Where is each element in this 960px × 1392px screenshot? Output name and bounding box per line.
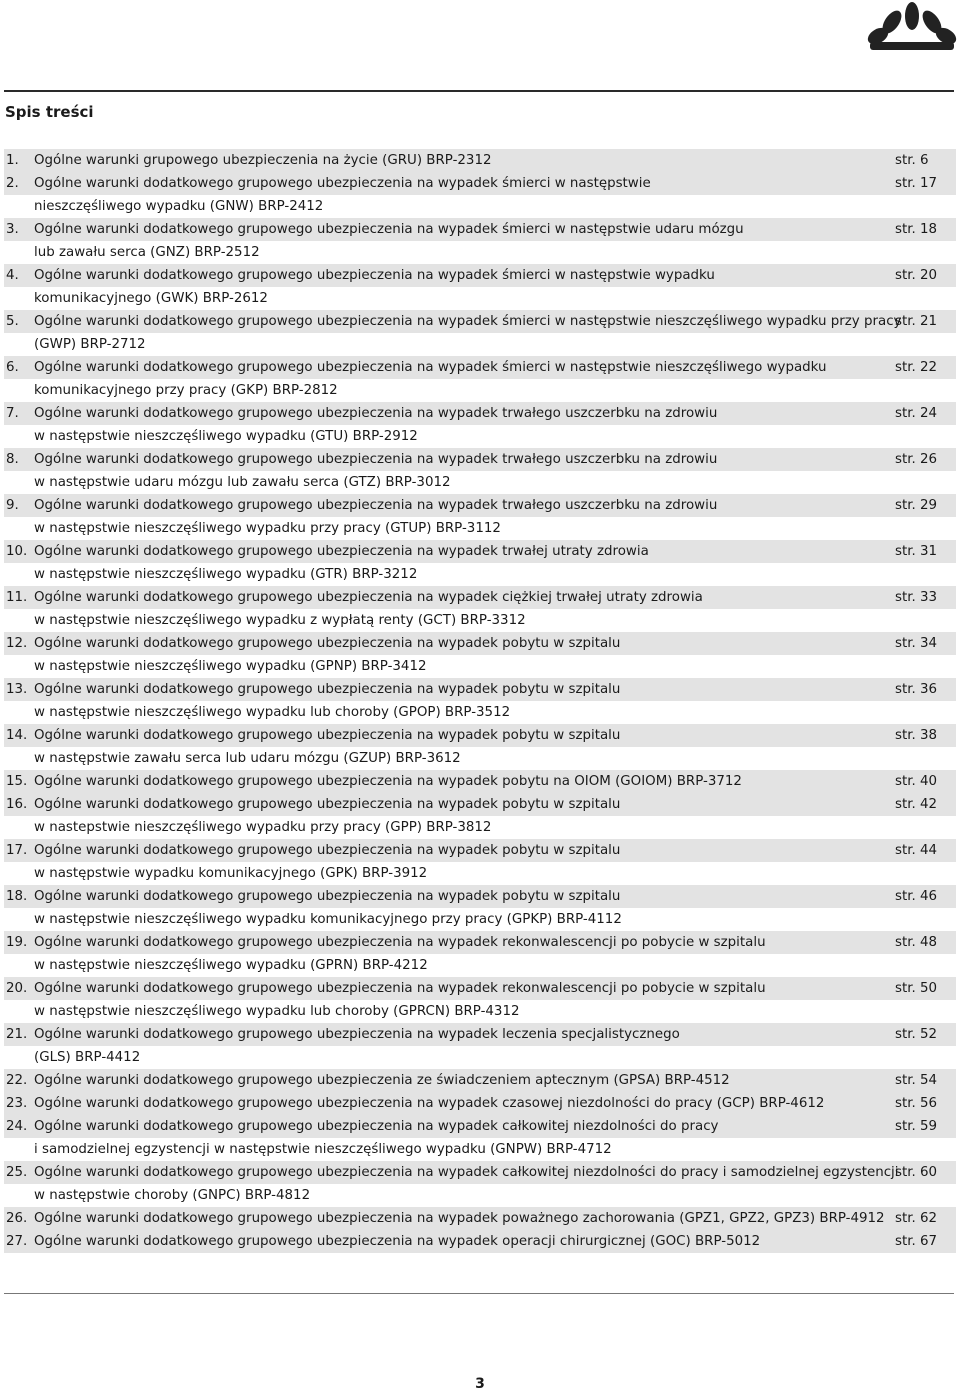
toc-entry-first-line <box>4 1069 956 1092</box>
toc-entry-page: str. 52 <box>895 1027 938 1042</box>
toc-entry-number: 2. <box>6 176 19 191</box>
toc-entry[interactable] <box>4 402 956 448</box>
toc-entry-first-line <box>4 1023 956 1046</box>
toc-entry-number: 26. <box>6 1211 28 1226</box>
toc-entry-first-line <box>4 885 956 908</box>
toc-entry-page: str. 46 <box>895 889 938 904</box>
toc-entry[interactable] <box>4 1161 956 1207</box>
toc-entry-page: str. 48 <box>895 935 938 950</box>
toc-entry[interactable] <box>4 540 956 586</box>
toc-entry-title: Ogólne warunki dodatkowego grupowego ubezpieczenia na wypadek trwałego uszczerbku na zdrowiu <box>34 452 718 467</box>
toc-entry-number: 18. <box>6 889 28 904</box>
toc-entry[interactable] <box>4 1069 956 1092</box>
toc-entry-title: Ogólne warunki dodatkowego grupowego ubezpieczenia na wypadek śmierci w następstwie nieszczęśliwego wypadku przy pracy <box>34 314 902 329</box>
toc-entry-first-line <box>4 448 956 471</box>
toc-entry-title-continuation: w następstwie udaru mózgu lub zawału serca (GTZ) BRP-3012 <box>34 475 451 490</box>
toc-entry-page: str. 17 <box>895 176 938 191</box>
toc-entry[interactable] <box>4 1092 956 1115</box>
toc-entry[interactable] <box>4 770 956 793</box>
toc-entry-number: 13. <box>6 682 28 697</box>
toc-entry-title-continuation: i samodzielnej egzystencji w następstwie nieszczęśliwego wypadku (GNPW) BRP-4712 <box>34 1142 612 1157</box>
toc-entry-number: 5. <box>6 314 19 329</box>
toc-entry-title: Ogólne warunki dodatkowego grupowego ubezpieczenia na wypadek śmierci w następstwie udaru mózgu <box>34 222 744 237</box>
toc-entry-page: str. 29 <box>895 498 938 513</box>
toc-entry-number: 10. <box>6 544 28 559</box>
toc-entry-title: Ogólne warunki dodatkowego grupowego ubezpieczenia na wypadek całkowitej niezdolności do pracy i samodzielnej egzystencji <box>34 1165 899 1180</box>
toc-entry-title: Ogólne warunki dodatkowego grupowego ubezpieczenia na wypadek rekonwalescencji po pobycie w szpitalu <box>34 981 766 996</box>
toc-entry[interactable] <box>4 724 956 770</box>
toc-entry-first-line <box>4 724 956 747</box>
toc-entry[interactable] <box>4 448 956 494</box>
toc-entry[interactable] <box>4 149 956 172</box>
toc-entry-page: str. 44 <box>895 843 938 858</box>
toc-entry-page: str. 31 <box>895 544 938 559</box>
toc-entry-page: str. 40 <box>895 774 938 789</box>
toc-entry-number: 4. <box>6 268 19 283</box>
toc-entry-title: Ogólne warunki dodatkowego grupowego ubezpieczenia na wypadek poważnego zachorowania (GPZ1, GPZ2, GPZ3) BRP-4912 <box>34 1211 885 1226</box>
toc-entry[interactable] <box>4 494 956 540</box>
toc-entry-title-continuation: w następstwie choroby (GNPC) BRP-4812 <box>34 1188 311 1203</box>
toc-entry-first-line <box>4 264 956 287</box>
toc-entry-number: 20. <box>6 981 28 996</box>
toc-entry-page: str. 22 <box>895 360 938 375</box>
toc-entry-title: Ogólne warunki dodatkowego grupowego ubezpieczenia na wypadek pobytu w szpitalu <box>34 843 621 858</box>
toc-entry-page: str. 33 <box>895 590 938 605</box>
toc-entry-title: Ogólne warunki dodatkowego grupowego ubezpieczenia na wypadek rekonwalescencji po pobycie w szpitalu <box>34 935 766 950</box>
toc-entry-title: Ogólne warunki dodatkowego grupowego ubezpieczenia na wypadek pobytu w szpitalu <box>34 889 621 904</box>
toc-entry-title-continuation: w następstwie nieszczęśliwego wypadku (GPNP) BRP-3412 <box>34 659 427 674</box>
page-number: 3 <box>475 1376 485 1392</box>
toc-entry[interactable] <box>4 218 956 264</box>
toc-entry-number: 9. <box>6 498 19 513</box>
toc-entry-title-continuation: w następstwie nieszczęśliwego wypadku lub choroby (GPOP) BRP-3512 <box>34 705 511 720</box>
toc-entry-title: Ogólne warunki dodatkowego grupowego ubezpieczenia na wypadek trwałej utraty zdrowia <box>34 544 649 559</box>
toc-entry-first-line <box>4 494 956 517</box>
toc-entry[interactable] <box>4 1207 956 1230</box>
toc-entry-first-line <box>4 678 956 701</box>
toc-entry-page: str. 6 <box>895 153 929 168</box>
toc-entry[interactable] <box>4 977 956 1023</box>
toc-entry-number: 7. <box>6 406 19 421</box>
toc-entry-title: Ogólne warunki dodatkowego grupowego ubezpieczenia na wypadek ciężkiej trwałej utraty zdrowia <box>34 590 703 605</box>
toc-entry-first-line <box>4 586 956 609</box>
toc-entry[interactable] <box>4 264 956 310</box>
toc-entry-number: 6. <box>6 360 19 375</box>
toc-entry-title: Ogólne warunki dodatkowego grupowego ubezpieczenia na wypadek pobytu w szpitalu <box>34 636 621 651</box>
toc-entry-title-continuation: komunikacyjnego przy pracy (GKP) BRP-2812 <box>34 383 338 398</box>
toc-entry-page: str. 42 <box>895 797 938 812</box>
toc-entry-page: str. 54 <box>895 1073 938 1088</box>
toc-entry-number: 17. <box>6 843 28 858</box>
toc-entry-page: str. 26 <box>895 452 938 467</box>
toc-entry-title-continuation: (GWP) BRP-2712 <box>34 337 146 352</box>
toc-entry-title: Ogólne warunki dodatkowego grupowego ubezpieczenia na wypadek śmierci w następstwie nieszczęśliwego wypadku <box>34 360 827 375</box>
toc-entry-first-line <box>4 1092 956 1115</box>
toc-entry-title-continuation: w następstwie nieszczęśliwego wypadku przy pracy (GTUP) BRP-3112 <box>34 521 501 536</box>
toc-entry[interactable] <box>4 356 956 402</box>
toc-entry-number: 8. <box>6 452 19 467</box>
toc-entry-title-continuation: w następstwie zawału serca lub udaru mózgu (GZUP) BRP-3612 <box>34 751 461 766</box>
toc-entry[interactable] <box>4 632 956 678</box>
bottom-divider <box>4 1293 954 1294</box>
toc-entry[interactable] <box>4 1115 956 1161</box>
toc-entry-first-line <box>4 632 956 655</box>
toc-entry-page: str. 36 <box>895 682 938 697</box>
toc-entry-number: 23. <box>6 1096 28 1111</box>
toc-entry-title: Ogólne warunki dodatkowego grupowego ubezpieczenia na wypadek czasowej niezdolności do pracy (GCP) BRP-4612 <box>34 1096 825 1111</box>
toc-entry-title-continuation: nieszczęśliwego wypadku (GNW) BRP-2412 <box>34 199 324 214</box>
toc-entry-page: str. 59 <box>895 1119 938 1134</box>
toc-entry-title-continuation: w następstwie nieszczęśliwego wypadku z wypłatą renty (GCT) BRP-3312 <box>34 613 526 628</box>
toc-entry-title: Ogólne warunki dodatkowego grupowego ubezpieczenia na wypadek śmierci w następstwie wypadku <box>34 268 715 283</box>
toc-entry-title-continuation: w nastepstwie nieszczęśliwego wypadku przy pracy (GPP) BRP-3812 <box>34 820 492 835</box>
toc-entry-page: str. 60 <box>895 1165 938 1180</box>
toc-entry-number: 19. <box>6 935 28 950</box>
toc-entry-title-continuation: w następstwie nieszczęśliwego wypadku (GPRN) BRP-4212 <box>34 958 428 973</box>
toc-entry-first-line <box>4 1207 956 1230</box>
toc-entry-page: str. 38 <box>895 728 938 743</box>
toc-entry-title: Ogólne warunki grupowego ubezpieczenia na życie (GRU) BRP-2312 <box>34 153 492 168</box>
toc-entry[interactable] <box>4 310 956 356</box>
toc-entry-title-continuation: komunikacyjnego (GWK) BRP-2612 <box>34 291 268 306</box>
toc-entry-number: 3. <box>6 222 19 237</box>
toc-entry-title: Ogólne warunki dodatkowego grupowego ubezpieczenia na wypadek pobytu w szpitalu <box>34 797 621 812</box>
toc-entry[interactable] <box>4 678 956 724</box>
toc-entry-page: str. 67 <box>895 1234 938 1249</box>
toc-entry-title: Ogólne warunki dodatkowego grupowego ubezpieczenia na wypadek pobytu w szpitalu <box>34 682 621 697</box>
toc-entry-title: Ogólne warunki dodatkowego grupowego ubezpieczenia na wypadek całkowitej niezdolności do pracy <box>34 1119 719 1134</box>
toc-entry-page: str. 18 <box>895 222 938 237</box>
page-title: Spis treści <box>5 103 94 121</box>
toc-entry[interactable] <box>4 885 956 931</box>
toc-entry-title-continuation: lub zawału serca (GNZ) BRP-2512 <box>34 245 260 260</box>
toc-entry[interactable] <box>4 1230 956 1253</box>
toc-entry-title-continuation: w następstwie nieszczęśliwego wypadku (GTR) BRP-3212 <box>34 567 418 582</box>
toc-entry-first-line <box>4 310 956 333</box>
toc-entry-page: str. 34 <box>895 636 938 651</box>
toc-entry-first-line <box>4 770 956 793</box>
toc-entry-first-line <box>4 172 956 195</box>
toc-entry[interactable] <box>4 793 956 839</box>
toc-entry-number: 24. <box>6 1119 28 1134</box>
toc-entry-number: 16. <box>6 797 28 812</box>
toc-entry-title: Ogólne warunki dodatkowego grupowego ubezpieczenia na wypadek pobytu w szpitalu <box>34 728 621 743</box>
toc-entry-first-line <box>4 540 956 563</box>
toc-entry-page: str. 20 <box>895 268 938 283</box>
toc-entry-title-continuation: w następstwie nieszczęśliwego wypadku komunikacyjnego przy pracy (GPKP) BRP-4112 <box>34 912 622 927</box>
toc-entry-first-line <box>4 402 956 425</box>
toc-entry-title: Ogólne warunki dodatkowego grupowego ubezpieczenia na wypadek leczenia specjalistycznego <box>34 1027 680 1042</box>
toc-entry-title: Ogólne warunki dodatkowego grupowego ubezpieczenia na wypadek pobytu na OIOM (GOIOM) BRP-3712 <box>34 774 742 789</box>
toc-entry-first-line <box>4 977 956 1000</box>
toc-entry-page: str. 24 <box>895 406 938 421</box>
company-logo-icon <box>866 2 958 52</box>
toc-entry-first-line <box>4 218 956 241</box>
toc-entry-title: Ogólne warunki dodatkowego grupowego ubezpieczenia na wypadek trwałego uszczerbku na zdrowiu <box>34 406 718 421</box>
toc-entry[interactable] <box>4 586 956 632</box>
toc-entry-first-line <box>4 1161 956 1184</box>
toc-entry-page: str. 21 <box>895 314 938 329</box>
toc-entry-number: 15. <box>6 774 28 789</box>
toc-entry-number: 14. <box>6 728 28 743</box>
toc-entry-page: str. 56 <box>895 1096 938 1111</box>
toc-entry-first-line <box>4 931 956 954</box>
toc-entry-title-continuation: (GLS) BRP-4412 <box>34 1050 141 1065</box>
toc-entry-title: Ogólne warunki dodatkowego grupowego ubezpieczenia na wypadek trwałego uszczerbku na zdrowiu <box>34 498 718 513</box>
toc-entry[interactable] <box>4 839 956 885</box>
toc-entry-number: 25. <box>6 1165 28 1180</box>
toc-entry-number: 11. <box>6 590 28 605</box>
toc-entry-number: 22. <box>6 1073 28 1088</box>
toc-entry-first-line <box>4 793 956 816</box>
toc-entry-first-line <box>4 839 956 862</box>
toc-entry-page: str. 62 <box>895 1211 938 1226</box>
toc-entry-title-continuation: w następstwie nieszczęśliwego wypadku (GTU) BRP-2912 <box>34 429 418 444</box>
toc-entry[interactable] <box>4 172 956 218</box>
toc-entry-title: Ogólne warunki dodatkowego grupowego ubezpieczenia na wypadek śmierci w następstwie <box>34 176 651 191</box>
toc-entry[interactable] <box>4 1023 956 1069</box>
toc-entry-first-line <box>4 1230 956 1253</box>
toc-entry-first-line <box>4 356 956 379</box>
toc-entry-first-line <box>4 149 956 172</box>
toc-entry-title-continuation: w następstwie nieszczęśliwego wypadku lub choroby (GPRCN) BRP-4312 <box>34 1004 520 1019</box>
table-of-contents <box>4 149 956 1253</box>
toc-entry-title: Ogólne warunki dodatkowego grupowego ubezpieczenia ze świadczeniem aptecznym (GPSA) BRP-4512 <box>34 1073 730 1088</box>
toc-entry-first-line <box>4 1115 956 1138</box>
toc-entry-number: 1. <box>6 153 19 168</box>
top-divider <box>4 90 954 92</box>
toc-entry-title-continuation: w następstwie wypadku komunikacyjnego (GPK) BRP-3912 <box>34 866 428 881</box>
toc-entry-number: 12. <box>6 636 28 651</box>
toc-entry[interactable] <box>4 931 956 977</box>
toc-entry-title: Ogólne warunki dodatkowego grupowego ubezpieczenia na wypadek operacji chirurgicznej (GOC) BRP-5012 <box>34 1234 761 1249</box>
toc-entry-number: 21. <box>6 1027 28 1042</box>
toc-entry-number: 27. <box>6 1234 28 1249</box>
toc-entry-page: str. 50 <box>895 981 938 996</box>
